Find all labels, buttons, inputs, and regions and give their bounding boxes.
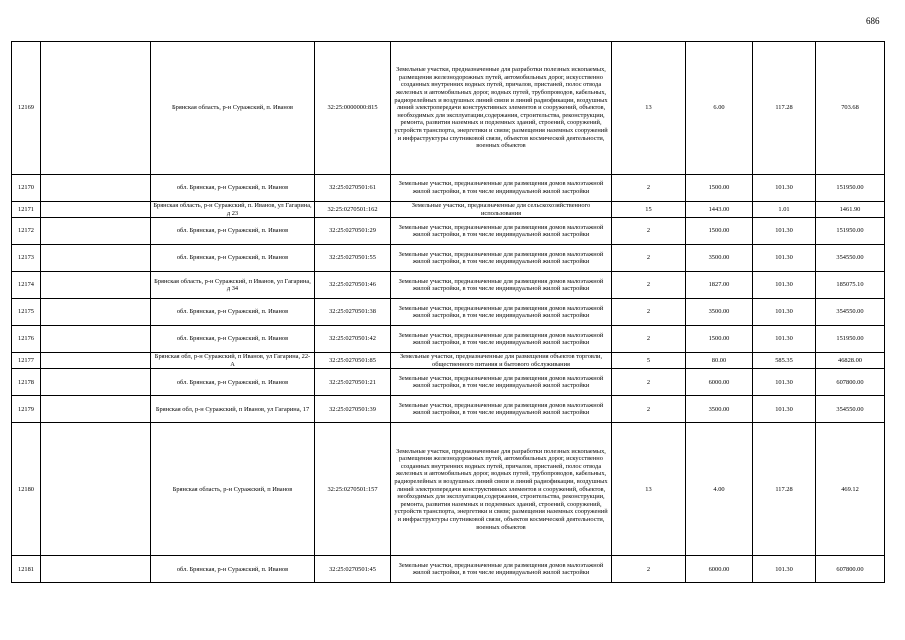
specific-value-cell: 101.30: [753, 556, 816, 583]
row-id: 12178: [12, 369, 41, 396]
row-id: 12170: [12, 175, 41, 202]
specific-value-cell: 117.28: [753, 423, 816, 556]
area-cell: 1443.00: [686, 202, 753, 218]
cadastral-number-cell: 32:25:0000000:815: [315, 42, 391, 175]
blank-cell: [41, 175, 151, 202]
row-id: 12180: [12, 423, 41, 556]
area-cell: 3500.00: [686, 245, 753, 272]
permitted-use-cell: Земельные участки, предназначенные для разработки полезных ископаемых, размещения железнодорожных путей, автомобильных дорог, искусственно созданных внутренних водных путей, причалов, пристаней, полос отвода железных и автомобильных дорог, водных путей, трубопроводов, кабельных, радиорелейных и воздушных линий связи и линий радиофикации, воздушных линий электропередачи конструктивных элементов и сооружений, объектов, необходимых для эксплуатации,содержания, строительства, реконструкции, ремонта, развития наземных и подземных зданий, строений, сооружений, устройств транспорта, энергетики и связи; размещения наземных сооружений и инфраструктуры спутниковой связи, объектов космической деятельности, военных объектов: [391, 423, 612, 556]
permitted-use-cell: Земельные участки, предназначенные для размещения домов малоэтажной жилой застройки, в том числе индивидуальной жилой застройки: [391, 326, 612, 353]
blank-cell: [41, 42, 151, 175]
table-row: [12, 556, 885, 583]
cadastral-number-cell: 32:25:0270501:85: [315, 353, 391, 369]
row-id: 12175: [12, 299, 41, 326]
blank-cell: [41, 299, 151, 326]
cadastral-value-cell: 703.68: [816, 42, 885, 175]
address-cell: Брянская область, р-н Суражский, п. Иванов, ул Гагарина, д 23: [151, 202, 315, 218]
page-number: 686: [866, 16, 880, 26]
cadastral-value-cell: 151950.00: [816, 218, 885, 245]
permitted-use-cell: Земельные участки, предназначенные для размещения домов малоэтажной жилой застройки, в том числе индивидуальной жилой застройки: [391, 272, 612, 299]
table-row: [12, 42, 885, 175]
area-cell: 3500.00: [686, 396, 753, 423]
permitted-use-cell: Земельные участки, предназначенные для размещения объектов торговли, общественного питания и бытового обслуживания: [391, 353, 612, 369]
row-id: 12173: [12, 245, 41, 272]
use-group-cell: 2: [612, 218, 686, 245]
cadastral-value-cell: 607800.00: [816, 556, 885, 583]
area-cell: 1500.00: [686, 326, 753, 353]
row-id: 12177: [12, 353, 41, 369]
use-group-cell: 13: [612, 42, 686, 175]
cadastral-value-cell: 354550.00: [816, 299, 885, 326]
blank-cell: [41, 272, 151, 299]
specific-value-cell: 1.01: [753, 202, 816, 218]
table-row: [12, 369, 885, 396]
table-row: [12, 245, 885, 272]
blank-cell: [41, 202, 151, 218]
use-group-cell: 2: [612, 299, 686, 326]
area-cell: 6000.00: [686, 556, 753, 583]
address-cell: обл. Брянская, р-н Суражский, п. Иванов: [151, 556, 315, 583]
blank-cell: [41, 369, 151, 396]
table-body: [12, 42, 885, 583]
table-row: [12, 353, 885, 369]
specific-value-cell: 101.30: [753, 272, 816, 299]
blank-cell: [41, 396, 151, 423]
use-group-cell: 2: [612, 556, 686, 583]
row-id: 12179: [12, 396, 41, 423]
specific-value-cell: 101.30: [753, 175, 816, 202]
row-id: 12169: [12, 42, 41, 175]
use-group-cell: 2: [612, 369, 686, 396]
cadastral-value-cell: 354550.00: [816, 396, 885, 423]
permitted-use-cell: Земельные участки, предназначенные для размещения домов малоэтажной жилой застройки, в том числе индивидуальной жилой застройки: [391, 175, 612, 202]
cadastral-value-cell: 151950.00: [816, 175, 885, 202]
cadastral-number-cell: 32:25:0270501:21: [315, 369, 391, 396]
blank-cell: [41, 423, 151, 556]
cadastral-value-cell: 1461.90: [816, 202, 885, 218]
use-group-cell: 15: [612, 202, 686, 218]
table-row: [12, 423, 885, 556]
cadastral-value-cell: 151950.00: [816, 326, 885, 353]
specific-value-cell: 101.30: [753, 369, 816, 396]
use-group-cell: 2: [612, 272, 686, 299]
use-group-cell: 2: [612, 396, 686, 423]
cadastral-number-cell: 32:25:0270501:55: [315, 245, 391, 272]
address-cell: обл. Брянская, р-н Суражский, п. Иванов: [151, 369, 315, 396]
table-row: [12, 299, 885, 326]
blank-cell: [41, 218, 151, 245]
row-id: 12171: [12, 202, 41, 218]
cadastral-value-cell: 607800.00: [816, 369, 885, 396]
specific-value-cell: 101.30: [753, 396, 816, 423]
address-cell: обл. Брянская, р-н Суражский, п. Иванов: [151, 299, 315, 326]
use-group-cell: 2: [612, 175, 686, 202]
address-cell: Брянская область, р-н Суражский, п Иванов, ул Гагарина, д 34: [151, 272, 315, 299]
permitted-use-cell: Земельные участки, предназначенные для сельскохозяйственного использования: [391, 202, 612, 218]
use-group-cell: 2: [612, 326, 686, 353]
cadastral-number-cell: 32:25:0270501:46: [315, 272, 391, 299]
blank-cell: [41, 326, 151, 353]
table-row: [12, 175, 885, 202]
specific-value-cell: 117.28: [753, 42, 816, 175]
address-cell: Брянская область, р-н Суражский, п Иванов: [151, 423, 315, 556]
table-row: [12, 218, 885, 245]
cadastral-number-cell: 32:25:0270501:38: [315, 299, 391, 326]
table-row: [12, 326, 885, 353]
permitted-use-cell: Земельные участки, предназначенные для размещения домов малоэтажной жилой застройки, в том числе индивидуальной жилой застройки: [391, 396, 612, 423]
specific-value-cell: 101.30: [753, 218, 816, 245]
permitted-use-cell: Земельные участки, предназначенные для размещения домов малоэтажной жилой застройки, в том числе индивидуальной жилой застройки: [391, 369, 612, 396]
table-row: [12, 396, 885, 423]
cadastral-number-cell: 32:25:0270501:61: [315, 175, 391, 202]
area-cell: 4.00: [686, 423, 753, 556]
address-cell: Брянская область, р-н Суражский, п. Иванов: [151, 42, 315, 175]
area-cell: 6000.00: [686, 369, 753, 396]
cadastral-value-cell: 354550.00: [816, 245, 885, 272]
specific-value-cell: 101.30: [753, 245, 816, 272]
specific-value-cell: 585.35: [753, 353, 816, 369]
cadastral-number-cell: 32:25:0270501:29: [315, 218, 391, 245]
address-cell: обл. Брянская, р-н Суражский, п. Иванов: [151, 175, 315, 202]
row-id: 12176: [12, 326, 41, 353]
cadastral-value-cell: 185075.10: [816, 272, 885, 299]
area-cell: 1827.00: [686, 272, 753, 299]
area-cell: 1500.00: [686, 218, 753, 245]
permitted-use-cell: Земельные участки, предназначенные для размещения домов малоэтажной жилой застройки, в том числе индивидуальной жилой застройки: [391, 299, 612, 326]
table-row: [12, 202, 885, 218]
specific-value-cell: 101.30: [753, 299, 816, 326]
permitted-use-cell: Земельные участки, предназначенные для размещения домов малоэтажной жилой застройки, в том числе индивидуальной жилой застройки: [391, 218, 612, 245]
cadastral-number-cell: 32:25:0270501:42: [315, 326, 391, 353]
cadastral-number-cell: 32:25:0270501:45: [315, 556, 391, 583]
area-cell: 1500.00: [686, 175, 753, 202]
cadastral-number-cell: 32:25:0270501:39: [315, 396, 391, 423]
cadastral-value-cell: 469.12: [816, 423, 885, 556]
blank-cell: [41, 353, 151, 369]
cadastral-number-cell: 32:25:0270501:162: [315, 202, 391, 218]
use-group-cell: 13: [612, 423, 686, 556]
blank-cell: [41, 245, 151, 272]
blank-cell: [41, 556, 151, 583]
use-group-cell: 5: [612, 353, 686, 369]
area-cell: 6.00: [686, 42, 753, 175]
area-cell: 80.00: [686, 353, 753, 369]
cadastral-value-cell: 46828.00: [816, 353, 885, 369]
cadastral-number-cell: 32:25:0270501:157: [315, 423, 391, 556]
specific-value-cell: 101.30: [753, 326, 816, 353]
use-group-cell: 2: [612, 245, 686, 272]
row-id: 12174: [12, 272, 41, 299]
area-cell: 3500.00: [686, 299, 753, 326]
address-cell: Брянская обл, р-н Суражский, п Иванов, ул Гагарина, 22-А: [151, 353, 315, 369]
land-registry-table: [11, 41, 885, 583]
address-cell: Брянская обл, р-н Суражский, п Иванов, ул Гагарина, 17: [151, 396, 315, 423]
address-cell: обл. Брянская, р-н Суражский, п. Иванов: [151, 245, 315, 272]
permitted-use-cell: Земельные участки, предназначенные для размещения домов малоэтажной жилой застройки, в том числе индивидуальной жилой застройки: [391, 245, 612, 272]
permitted-use-cell: Земельные участки, предназначенные для разработки полезных ископаемых, размещения железнодорожных путей, автомобильных дорог, искусственно созданных внутренних водных путей, причалов, пристаней, полос отвода железных и автомобильных дорог, водных путей, трубопроводов, кабельных, радиорелейных и воздушных линий связи и линий радиофикации, воздушных линий электропередачи конструктивных элементов и сооружений, объектов, необходимых для эксплуатации,содержания, строительства, реконструкции, ремонта, развития наземных и подземных зданий, строений, сооружений, устройств транспорта, энергетики и связи; размещения наземных сооружений и инфраструктуры спутниковой связи, объектов космической деятельности, военных объектов: [391, 42, 612, 175]
permitted-use-cell: Земельные участки, предназначенные для размещения домов малоэтажной жилой застройки, в том числе индивидуальной жилой застройки: [391, 556, 612, 583]
row-id: 12181: [12, 556, 41, 583]
table-row: [12, 272, 885, 299]
address-cell: обл. Брянская, р-н Суражский, п. Иванов: [151, 326, 315, 353]
address-cell: обл. Брянская, р-н Суражский, п. Иванов: [151, 218, 315, 245]
row-id: 12172: [12, 218, 41, 245]
